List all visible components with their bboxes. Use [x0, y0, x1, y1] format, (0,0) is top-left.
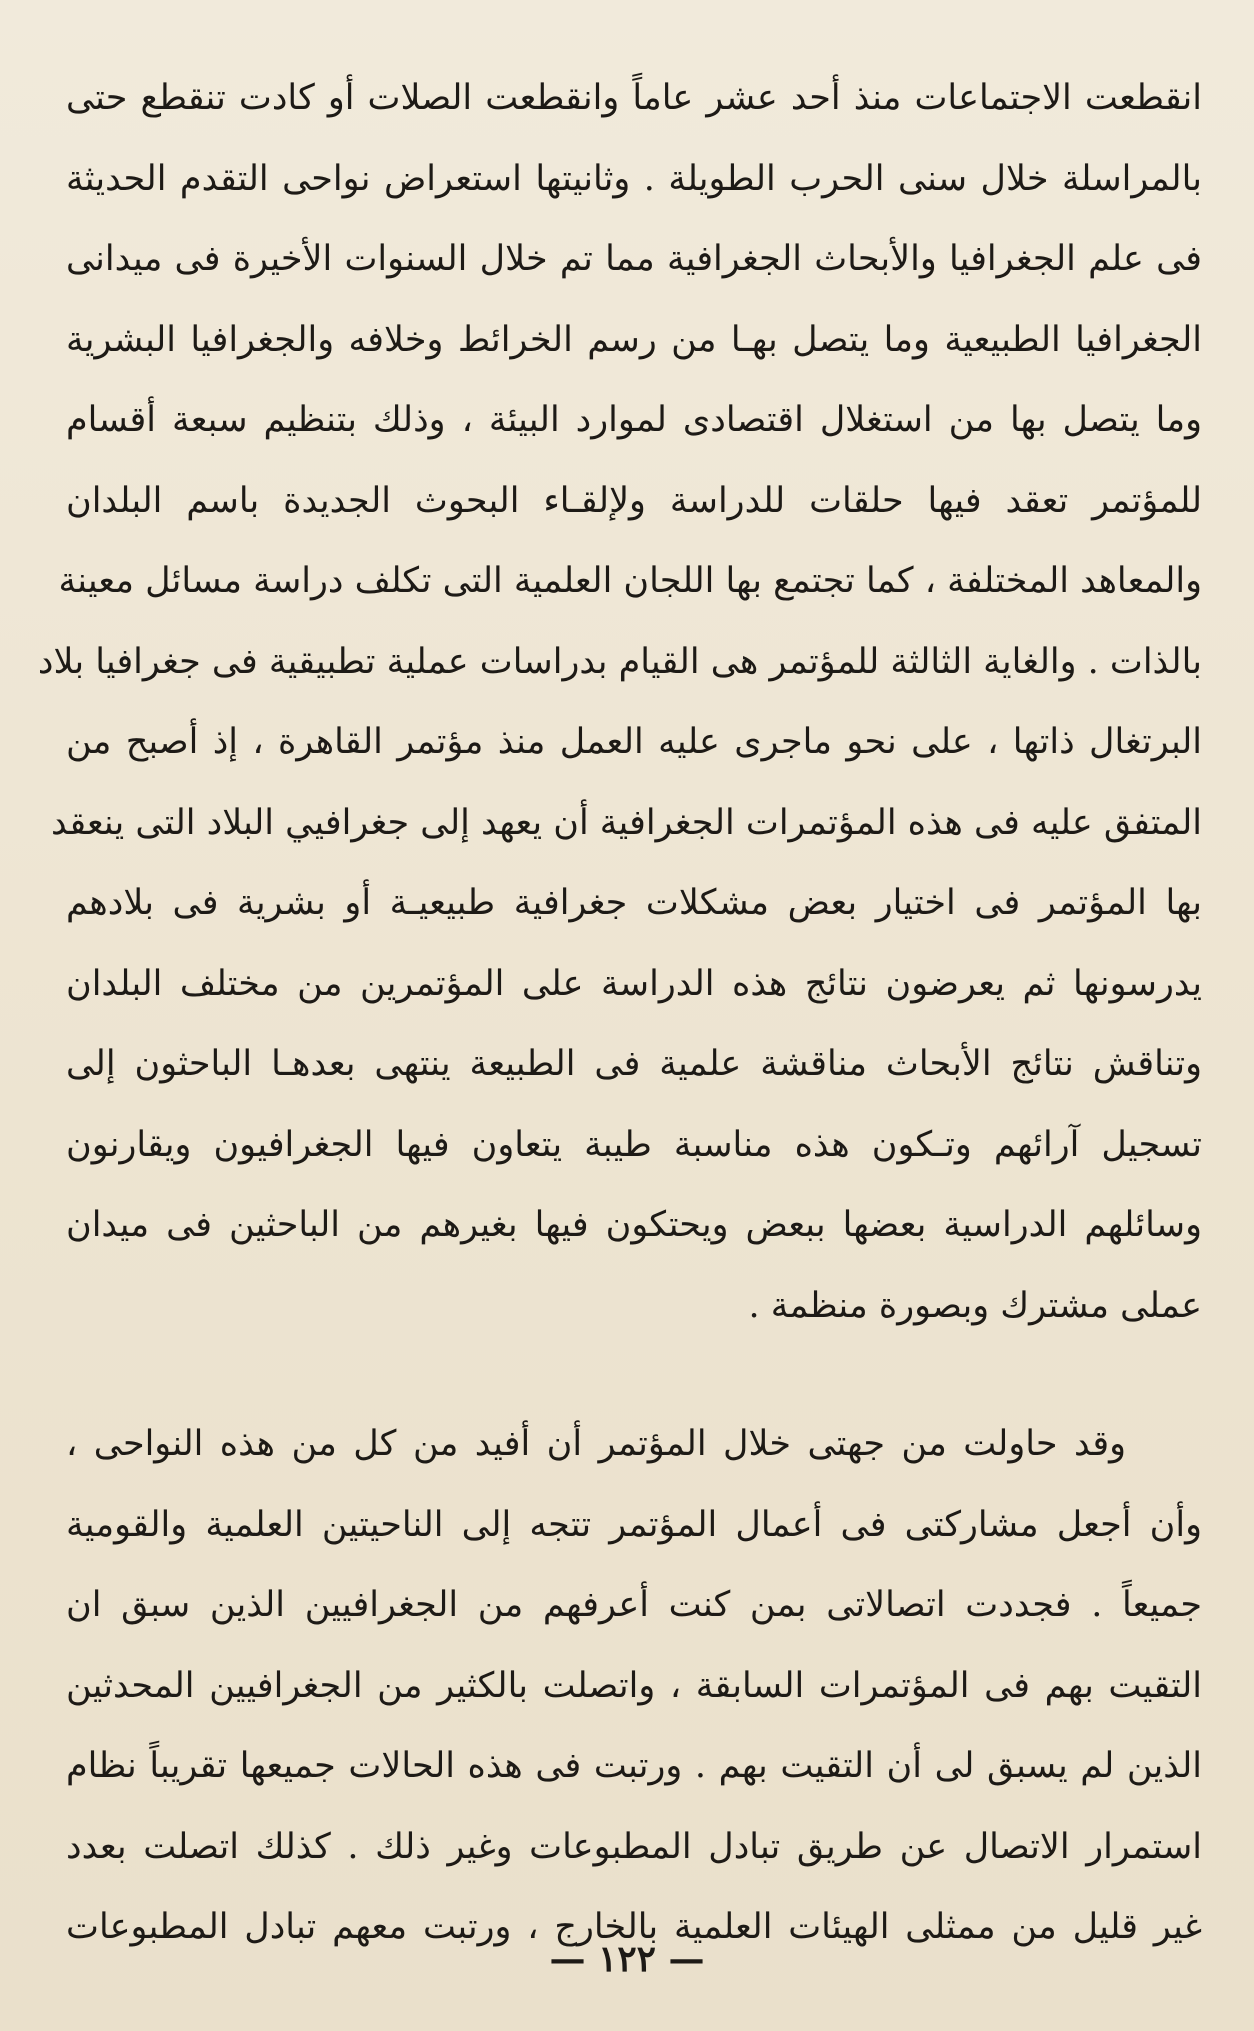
- paragraph-2: [66, 1404, 1202, 1968]
- text-line: وما يتصل بها من استغلال اقتصادى لموارد البيئة ، وذلك بتنظيم سبعة أقسام: [66, 400, 1202, 440]
- text-line: بالمراسلة خلال سنى الحرب الطويلة . وثانيتها استعراض نواحى التقدم الحديثة: [66, 158, 1202, 199]
- text-line: وقد حاولت من جهتى خلال المؤتمر أن أفيد من كل من هذه النواحى ،: [66, 1424, 1126, 1464]
- text-line: التقيت بهم فى المؤتمرات السابقة ، واتصلت بالكثير من الجغرافيين المحدثين: [66, 1665, 1202, 1706]
- text-line: وتناقش نتائج الأبحاث مناقشة علمية فى الطبيعة ينتهى بعدهـا الباحثون إلى: [66, 1044, 1202, 1084]
- text-line: انقطعت الاجتماعات منذ أحد عشر عاماً وانقطعت الصلات أو كادت تنقطع حتى: [66, 78, 1202, 118]
- page-number: — ١٢٢ —: [549, 1938, 705, 1980]
- text-line: الجغرافيا الطبيعية وما يتصل بهـا من رسم الخرائط وخلافه والجغرافيا البشرية: [66, 319, 1202, 360]
- text-line: البرتغال ذاتها ، على نحو ماجرى عليه العمل منذ مؤتمر القاهرة ، إذ أصبح من: [66, 722, 1202, 762]
- paragraph-spacer: [66, 1346, 1202, 1404]
- text-line: الذين لم يسبق لى أن التقيت بهم . ورتبت فى هذه الحالات جميعها تقريباً نظام: [66, 1746, 1202, 1786]
- text-line: عملى مشترك وبصورة منظمة .: [748, 1285, 1202, 1326]
- text-line: والمعاهد المختلفة ، كما تجتمع بها اللجان العلمية التى تكلف دراسة مسائل معينة: [58, 561, 1202, 601]
- body-text: [37, 58, 1202, 1968]
- text-line: يدرسونها ثم يعرضون نتائج هذه الدراسة على المؤتمرين من مختلف البلدان: [66, 963, 1202, 1004]
- text-line: المتفق عليه فى هذه المؤتمرات الجغرافية أن يعهد إلى جغرافيي البلاد التى ينعقد: [50, 802, 1202, 843]
- text-line: بالذات . والغاية الثالثة للمؤتمر هى القيام بدراسات عملية تطبيقية فى جغرافيا بلاد: [37, 641, 1202, 682]
- text-line: فى علم الجغرافيا والأبحاث الجغرافية مما تم خلال السنوات الأخيرة فى ميدانى: [66, 239, 1202, 279]
- text-line: غير قليل من ممثلى الهيئات العلمية بالخارج ، ورتبت معهم تبادل المطبوعات: [66, 1907, 1202, 1947]
- text-line: بها المؤتمر فى اختيار بعض مشكلات جغرافية طبيعيـة أو بشرية فى بلادهم: [66, 883, 1202, 923]
- text-line: وسائلهم الدراسية بعضها ببعض ويحتكون فيها بغيرهم من الباحثين فى ميدان: [66, 1205, 1202, 1245]
- paragraph-1: [37, 58, 1202, 1346]
- text-line: وأن أجعل مشاركتى فى أعمال المؤتمر تتجه إلى الناحيتين العلمية والقومية: [66, 1504, 1202, 1545]
- text-line: تسجيل آرائهم وتـكون هذه مناسبة طيبة يتعاون فيها الجغرافيون ويقارنون: [66, 1124, 1202, 1165]
- text-line: جميعاً . فجددت اتصالاتى بمن كنت أعرفهم من الجغرافيين الذين سبق ان: [66, 1585, 1202, 1625]
- text-line: استمرار الاتصال عن طريق تبادل المطبوعات وغير ذلك . كذلك اتصلت بعدد: [66, 1826, 1202, 1867]
- text-line: للمؤتمر تعقد فيها حلقات للدراسة ولإلقـاء البحوث الجديدة باسم البلدان: [66, 480, 1202, 521]
